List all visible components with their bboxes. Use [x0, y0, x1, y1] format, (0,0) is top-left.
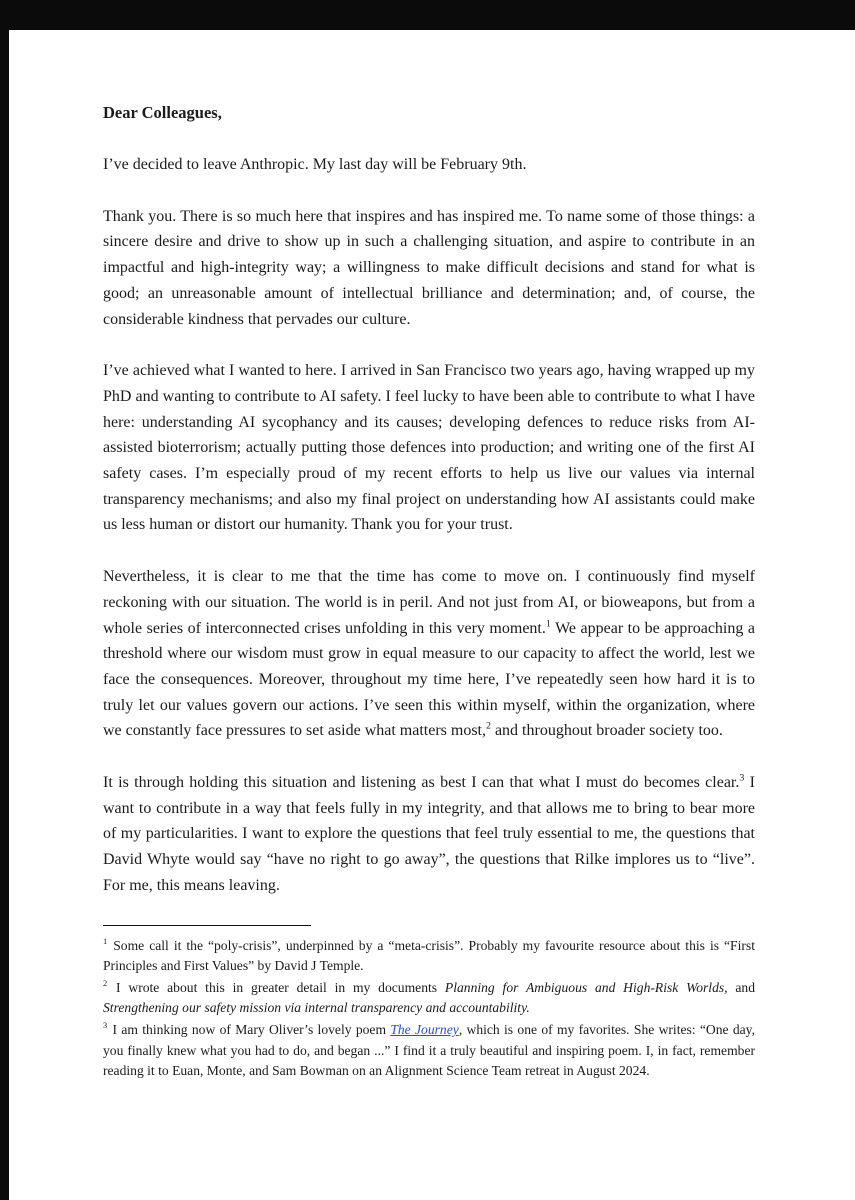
text-run: and throughout broader society too.: [490, 722, 723, 740]
footnote-marker: 1: [545, 618, 551, 630]
text-run: Nevertheless, it is clear to me that the time has come to move on. I continuously find myself reckoning with our situation. The world is in peril. And not just from AI, or bioweapons, but from a whole series of interconnected crises unfolding in this very moment.: [103, 568, 755, 637]
italic-title: Planning for Ambiguous and High-Risk Worlds,: [444, 979, 728, 995]
paragraph: [103, 358, 755, 538]
footnote-separator: [103, 925, 311, 926]
text-run: I’ve decided to leave Anthropic. My last day will be February 9th.: [103, 156, 527, 173]
paragraph: [103, 564, 755, 744]
italic-title: Strengthening our safety mission via internal transparency and accountability.: [103, 1000, 530, 1016]
document-page: [9, 30, 855, 1200]
text-run: and: [727, 979, 756, 995]
footnote: [103, 936, 755, 977]
footnotes: [103, 936, 755, 1082]
the-journey-link[interactable]: The Journey: [390, 1021, 459, 1037]
paragraph: [103, 152, 755, 178]
text-run: , which is one of my favorites. She writes: “One day, you finally knew what you had to do, and began ...” I find it a truly beautiful and inspiring poem. I, in fact, remember reading it to Euan, Monte, and Sam Bowman on an Alignment Science Team retreat in August 2024.: [103, 1021, 755, 1079]
footnote: [103, 1020, 755, 1082]
text-run: I’ve achieved what I wanted to here. I arrived in San Francisco two years ago, having wrapped up my PhD and wanting to contribute to AI safety. I feel lucky to have been able to contribute to what I have here: understanding AI sycophancy and its causes; developing defences to reduce risks from AI-assisted bioterrorism; actually putting those defences into production; and writing one of the first AI safety cases. I’m especially proud of my recent efforts to help us live our values via internal transparency mechanisms; and also my final project on understanding how AI assistants could make us less human or distort our humanity. Thank you for your trust.: [103, 362, 755, 534]
footnote-number: 2: [103, 978, 108, 989]
text-run: Some call it the “poly-crisis”, underpinned by a “meta-crisis”. Probably my favourite resource about this is “First Principles and First Values” by David J Temple.: [103, 937, 755, 974]
paragraph: [103, 770, 755, 899]
text-run: It is through holding this situation and listening as best I can that what I must do becomes clear.: [103, 774, 740, 792]
viewer-top-edge: [0, 0, 855, 30]
footnote-number: 1: [103, 936, 108, 947]
footnote-number: 3: [103, 1020, 108, 1031]
text-run: I wrote about this in greater detail in my documents: [108, 979, 445, 995]
footnote: [103, 978, 755, 1019]
salutation: Dear Colleagues,: [103, 103, 222, 122]
paragraph: [103, 204, 755, 333]
letter-body: [103, 152, 755, 899]
footnote-marker: 3: [739, 772, 745, 784]
viewer-left-edge: [0, 0, 9, 1200]
text-run: Thank you. There is so much here that inspires and has inspired me. To name some of those things: a sincere desire and drive to show up in such a challenging situation, and aspire to contribute in an impactful and high-integrity way; a willingness to make difficult decisions and stand for what is good; an unreasonable amount of intellectual brilliance and determination; and, of course, the considerable kindness that pervades our culture.: [103, 207, 755, 328]
text-run: We appear to be approaching a threshold where our wisdom must grow in equal measure to our capacity to affect the world, lest we face the consequences. Moreover, throughout my time here, I’ve repeatedly seen how hard it is to truly let our values govern our actions. I’ve seen this within myself, within the organization, where we constantly face pressures to set aside what matters most,: [103, 619, 755, 740]
footnote-marker: 2: [486, 721, 491, 733]
text-run: I want to contribute in a way that feels fully in my integrity, and that allows me to bring to bear more of my particularities. I want to explore the questions that feel truly essential to me, the questions that David Whyte would say “have no right to go away”, the questions that Rilke implores us to “live”. For me, this means leaving.: [103, 774, 755, 894]
text-run: I am thinking now of Mary Oliver’s lovely poem: [108, 1021, 391, 1037]
